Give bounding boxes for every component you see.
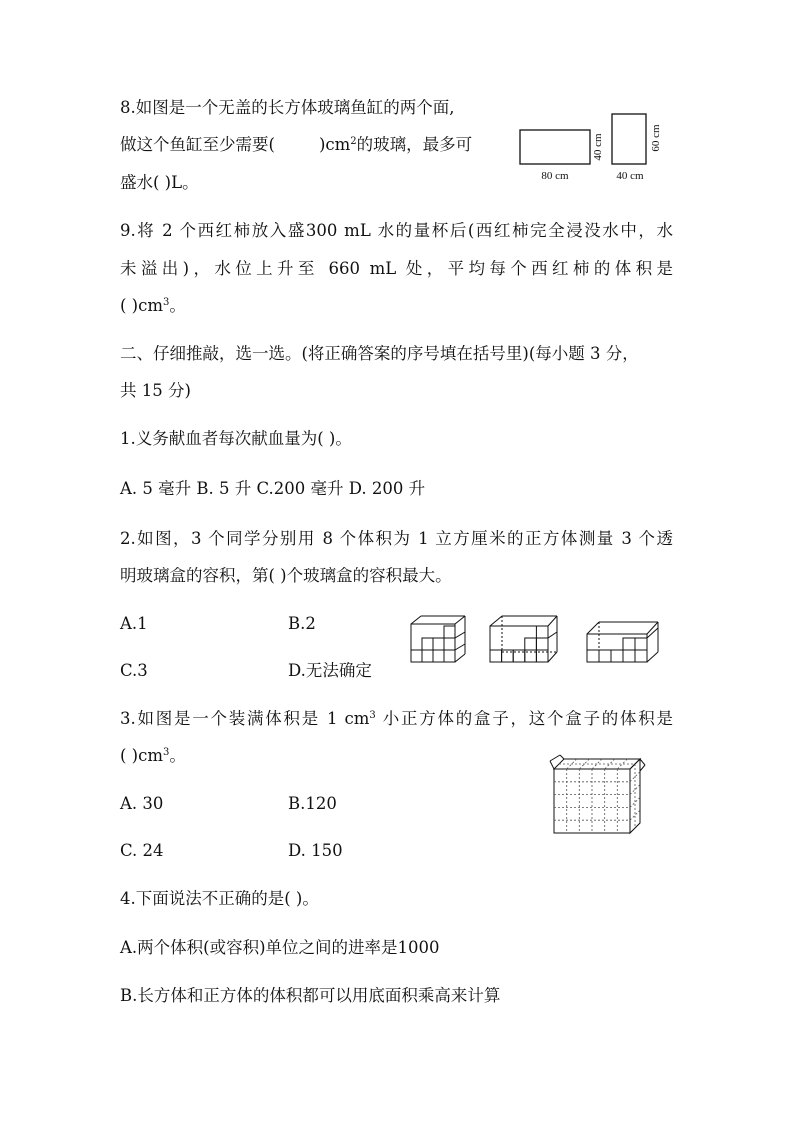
- glass-box-2-figure: [489, 614, 559, 664]
- c3-line2-b: 。: [169, 746, 186, 765]
- q8-line2-c: 的玻璃，最多可: [356, 135, 473, 154]
- c1-options: A. 5 毫升 B. 5 升 C.200 毫升 D. 200 升: [120, 479, 426, 498]
- c3-line2-sup: 3: [163, 747, 170, 758]
- c2-option-a: A.1: [120, 614, 148, 633]
- q8-line2-b: )cm: [318, 135, 351, 154]
- c3-option-a: A. 30: [120, 794, 164, 813]
- q8-line1: 8.如图是一个无盖的长方体玻璃鱼缸的两个面,: [120, 98, 455, 117]
- c3-option-b: B.120: [288, 794, 337, 813]
- c3-line2-a: ( )cm: [120, 746, 164, 765]
- c1-stem: 1.义务献血者每次献血量为( )。: [120, 429, 352, 448]
- c2-line2: 明玻璃盒的容积，第( )个玻璃盒的容积最大。: [120, 566, 452, 585]
- c3-option-d: D. 150: [288, 841, 343, 860]
- front-face-rect: [520, 130, 590, 164]
- c2-line1: 2.如图，3 个同学分别用 8 个体积为 1 立方厘米的正方体测量 3 个透: [120, 529, 673, 548]
- c3-line1-sup: 3: [369, 710, 376, 721]
- c2-option-c: C.3: [120, 661, 148, 680]
- c4-stem: 4.下面说法不正确的是( )。: [120, 889, 319, 908]
- side-face-width-label: 40 cm: [616, 170, 644, 182]
- c3-line1-b: 小正方体的盒子，这个盒子的体积是: [375, 709, 673, 728]
- q9-line3-sup: 3: [163, 297, 170, 308]
- c3-line1: [120, 708, 673, 730]
- glass-box-1-figure: [410, 614, 466, 664]
- front-face-width-label: 80 cm: [541, 170, 569, 182]
- q9-line3: [120, 295, 186, 317]
- aquarium-faces-figure: [515, 112, 675, 182]
- front-face-height-label: 40 cm: [592, 133, 604, 161]
- c4-option-b: B.长方体和正方体的体积都可以用底面积乘高来计算: [120, 986, 501, 1005]
- c4-option-a: A.两个体积(或容积)单位之间的进率是1000: [120, 938, 440, 957]
- side-face-rect: [612, 114, 646, 164]
- unit-cube-box-figure: [550, 755, 646, 843]
- q8-line2: [120, 134, 472, 156]
- section2-heading-line1: 二、仔细推敲，选一选。(将正确答案的序号填在括号里)(每小题 3 分，: [120, 344, 639, 363]
- q9-line2: 未溢出)，水位上升至 660 mL 处，平均每个西红柿的体积是: [120, 259, 673, 278]
- q8-line2-a: 做这个鱼缸至少需要(: [120, 135, 275, 154]
- q9-line3-a: ( )cm: [120, 296, 164, 315]
- q9-line3-b: 。: [169, 296, 186, 315]
- side-face-height-label: 60 cm: [650, 124, 662, 152]
- q8-line3: 盛水( )L。: [120, 173, 199, 192]
- c2-option-d: D.无法确定: [288, 661, 372, 680]
- glass-box-3-figure: [586, 614, 660, 664]
- c3-option-c: C. 24: [120, 841, 164, 860]
- c3-line1-a: 3.如图是一个装满体积是 1 cm: [120, 709, 370, 728]
- section2-heading-line2: 共 15 分): [120, 381, 191, 400]
- c2-option-b: B.2: [288, 614, 316, 633]
- q9-line1: 9.将 2 个西红柿放入盛300 mL 水的量杯后(西红柿完全浸没水中，水: [120, 221, 673, 240]
- c3-line2: [120, 745, 186, 767]
- q8-line2-sup: 2: [350, 136, 357, 147]
